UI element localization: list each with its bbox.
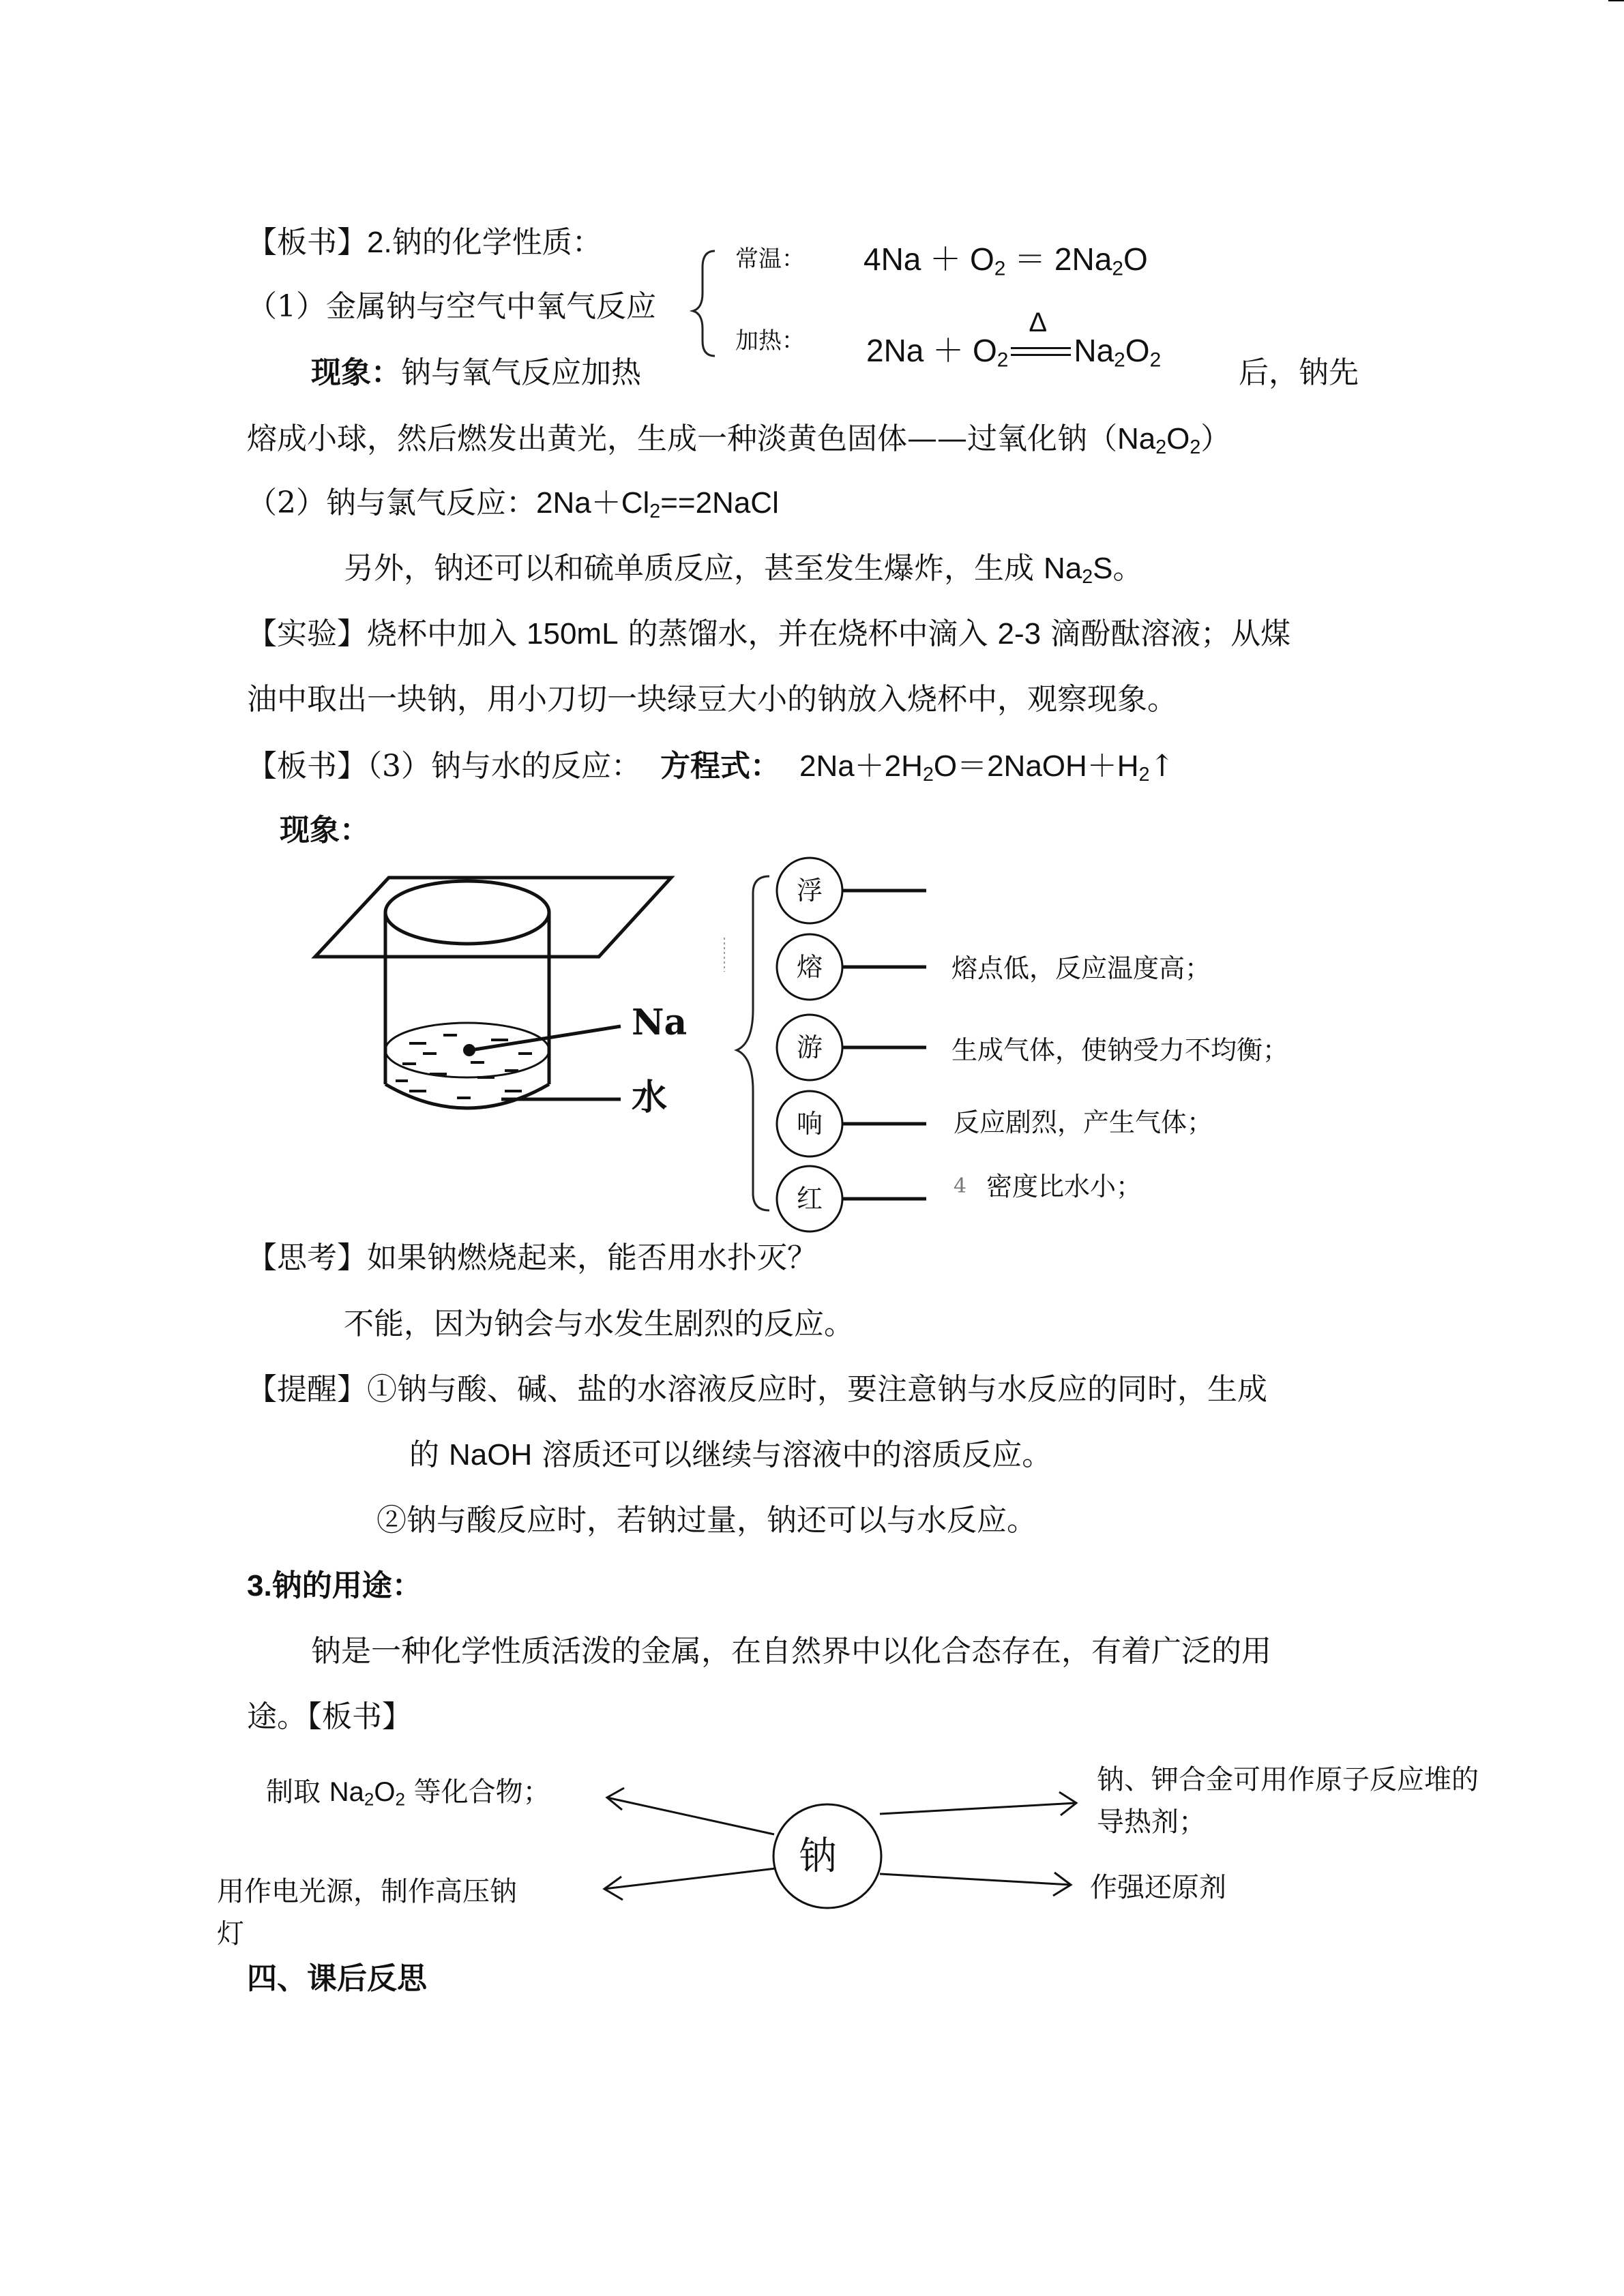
experiment-drops: 2-3 xyxy=(997,617,1042,651)
use-compounds xyxy=(266,1776,550,1816)
heading-text: 钠的化学性质： xyxy=(392,225,602,260)
reminder-text: ①钠与酸、碱、盐的水溶液反应时，要注意钠与水反应的同时，生成 xyxy=(367,1372,1267,1407)
reminder-line1 xyxy=(247,1369,1267,1410)
formula-part: Na xyxy=(1117,422,1156,456)
item2-eq-sub: 2 xyxy=(649,501,661,523)
circle-label-melt: 熔 xyxy=(796,952,823,982)
circle-label-float: 浮 xyxy=(796,876,823,906)
delta-symbol: Δ xyxy=(1029,308,1048,338)
clipped-glyph: 4 xyxy=(954,1174,967,1198)
reminder-text: 溶质还可以继续与溶液中的溶质反应。 xyxy=(532,1437,1052,1472)
arrow-left-top xyxy=(607,1798,774,1834)
eq-heat-sub: 2 xyxy=(1114,348,1125,372)
arrow-right-top xyxy=(880,1803,1076,1814)
eq-room-temp xyxy=(863,235,1148,280)
formula-sub: 2 xyxy=(1082,566,1093,588)
formula-part: O xyxy=(1166,422,1190,456)
formula-part: Na xyxy=(1043,552,1082,585)
phenomenon-label: 现象： xyxy=(311,355,401,390)
cond-heat-label: 加热： xyxy=(735,327,805,355)
water-eq-sub: 2 xyxy=(922,764,934,786)
uses-para-line2: 途。【板书】 xyxy=(247,1699,412,1734)
circle-label-red: 红 xyxy=(796,1184,823,1214)
experiment-text: 的蒸馏水，并在烧杯中滴入 xyxy=(618,616,998,651)
formula-part: S xyxy=(1093,552,1113,585)
use-reducing-agent: 作强还原剂 xyxy=(1090,1872,1226,1903)
circle-label-sound: 响 xyxy=(796,1109,823,1139)
think-line xyxy=(247,1238,817,1279)
reminder-naoh: NaOH xyxy=(449,1438,533,1472)
item2-chlorine xyxy=(247,483,779,532)
annotation-red: 密度比水小； xyxy=(986,1172,1142,1202)
beaker-bottom xyxy=(385,1084,549,1108)
use-text: 制取 xyxy=(266,1776,329,1808)
reminder-label: 【提醒】 xyxy=(247,1372,367,1407)
use-coolant-line2: 导热剂； xyxy=(1097,1806,1206,1838)
reminder-text: 的 xyxy=(409,1437,449,1472)
item2-text: （2）钠与氯气反应： xyxy=(247,486,536,520)
item1-oxygen: （1）金属钠与空气中氧气反应 xyxy=(247,289,656,324)
water-phenomenon-label: 现象： xyxy=(280,813,370,848)
equation-label: 方程式： xyxy=(660,749,780,784)
sulfur-end: 。 xyxy=(1112,551,1143,586)
phenomenon-line2 xyxy=(247,419,1230,468)
experiment-line1 xyxy=(247,614,1290,655)
eq-heat-sub: 2 xyxy=(1149,348,1162,372)
uses-heading: 3.钠的用途： xyxy=(247,1569,422,1602)
experiment-volume: 150mL xyxy=(527,617,619,651)
corner-mark xyxy=(1608,0,1624,1)
uses-center-label: 钠 xyxy=(799,1834,837,1879)
formula-sub: 2 xyxy=(395,1789,405,1810)
water-surface xyxy=(385,1023,549,1077)
eq-heat-part: Na xyxy=(1074,333,1114,368)
use-light-source-clip xyxy=(217,1918,271,1950)
eq-room-sub: 2 xyxy=(1112,257,1123,280)
section2-heading xyxy=(247,222,602,263)
water-eq-part: O＝2NaOH＋H xyxy=(933,749,1139,783)
circle-label-swim: 游 xyxy=(796,1032,823,1062)
formula-part: O xyxy=(374,1777,396,1807)
formula-sub: 2 xyxy=(1190,436,1201,459)
formula-sub: 2 xyxy=(1155,436,1167,459)
item2-eq-part: 2Na＋Cl xyxy=(536,486,650,520)
experiment-label: 【实验】 xyxy=(247,616,367,651)
phenomenon-after: 后，钠先 xyxy=(1239,355,1359,390)
water-label: 水 xyxy=(632,1077,668,1118)
item2-eq-part: ==2NaCl xyxy=(660,486,779,520)
eq-heat xyxy=(866,308,1162,372)
eq-room-part: O xyxy=(1123,241,1148,277)
uses-para-line1: 钠是一种化学性质活泼的金属，在自然界中以化合态存在，有着广泛的用 xyxy=(311,1634,1271,1669)
think-question: 如果钠燃烧起来，能否用水扑灭？ xyxy=(367,1240,817,1275)
reminder-line3: ②钠与酸反应时，若钠过量，钠还可以与水反应。 xyxy=(377,1503,1037,1538)
arrow-right-bottom xyxy=(880,1874,1071,1885)
water-reaction-line xyxy=(247,746,1175,795)
water-label: 【板书】 xyxy=(247,749,367,784)
phenomena-brace xyxy=(737,876,769,1210)
formula-part: Na xyxy=(329,1777,364,1807)
water-eq-sub: 2 xyxy=(1138,764,1150,786)
think-answer: 不能，因为钠会与水发生剧烈的反应。 xyxy=(344,1307,854,1341)
heading-bracket-label: 【板书】 xyxy=(247,225,367,260)
use-coolant-line1: 钠、钾合金可用作原子反应堆的 xyxy=(1097,1764,1479,1795)
gas-arrow: ↑ xyxy=(1149,749,1175,784)
section4-heading: 四、课后反思 xyxy=(247,1961,427,1996)
sulfur-line xyxy=(344,548,1143,597)
formula-close: ） xyxy=(1200,421,1231,456)
annotation-melt: 熔点低，反应温度高； xyxy=(951,953,1211,983)
na-label: Na xyxy=(632,1002,688,1043)
eq-heat-part: 2Na ＋ O xyxy=(866,333,997,368)
water-dashes xyxy=(396,1035,532,1098)
phenomenon-text: 钠与氧气反应加热 xyxy=(401,355,641,390)
eq-room-part: 4Na ＋ O xyxy=(863,241,994,277)
eq-heat-part: O xyxy=(1125,333,1150,368)
eq-room-part: ＝ 2Na xyxy=(1005,241,1112,277)
experiment-text: 烧杯中加入 xyxy=(367,616,527,651)
heading-number: 2. xyxy=(367,226,392,259)
eq-room-sub: 2 xyxy=(994,257,1006,280)
think-label: 【思考】 xyxy=(247,1240,367,1275)
eq-heat-delta-sign xyxy=(1008,308,1074,369)
annotation-sound: 反应剧烈，产生气体； xyxy=(954,1107,1213,1137)
water-eq-part: 2Na＋2H xyxy=(799,749,923,783)
beaker-rim xyxy=(385,881,549,944)
na-leader xyxy=(471,1026,621,1050)
eq-heat-sub: 2 xyxy=(996,348,1009,372)
reminder-line2 xyxy=(409,1435,1052,1476)
sodium-piece xyxy=(463,1044,475,1056)
experiment-line2: 油中取出一块钠，用小刀切一块绿豆大小的钠放入烧杯中，观察现象。 xyxy=(247,682,1177,717)
sulfur-text: 另外，钠还可以和硫单质反应，甚至发生爆炸，生成 xyxy=(344,551,1044,586)
glass-plate xyxy=(315,878,671,957)
water-item: （3）钠与水的反应： xyxy=(367,749,641,784)
cond-room-label: 常温： xyxy=(735,245,805,273)
clipped-text: 灯 xyxy=(217,1918,244,1950)
annotation-swim: 生成气体，使钠受力不均衡； xyxy=(951,1035,1289,1065)
phenomenon-line1 xyxy=(311,353,641,393)
use-text: 等化合物； xyxy=(404,1776,550,1808)
experiment-text: 滴酚酞溶液；从煤 xyxy=(1041,616,1291,651)
phenomenon-line2-text: 熔成小球，然后燃发出黄光，生成一种淡黄色固体——过氧化钠（ xyxy=(247,421,1117,456)
arrow-left-bottom xyxy=(604,1868,776,1889)
formula-sub: 2 xyxy=(364,1789,374,1810)
use-light-source: 用作电光源，制作高压钠 xyxy=(217,1876,517,1907)
